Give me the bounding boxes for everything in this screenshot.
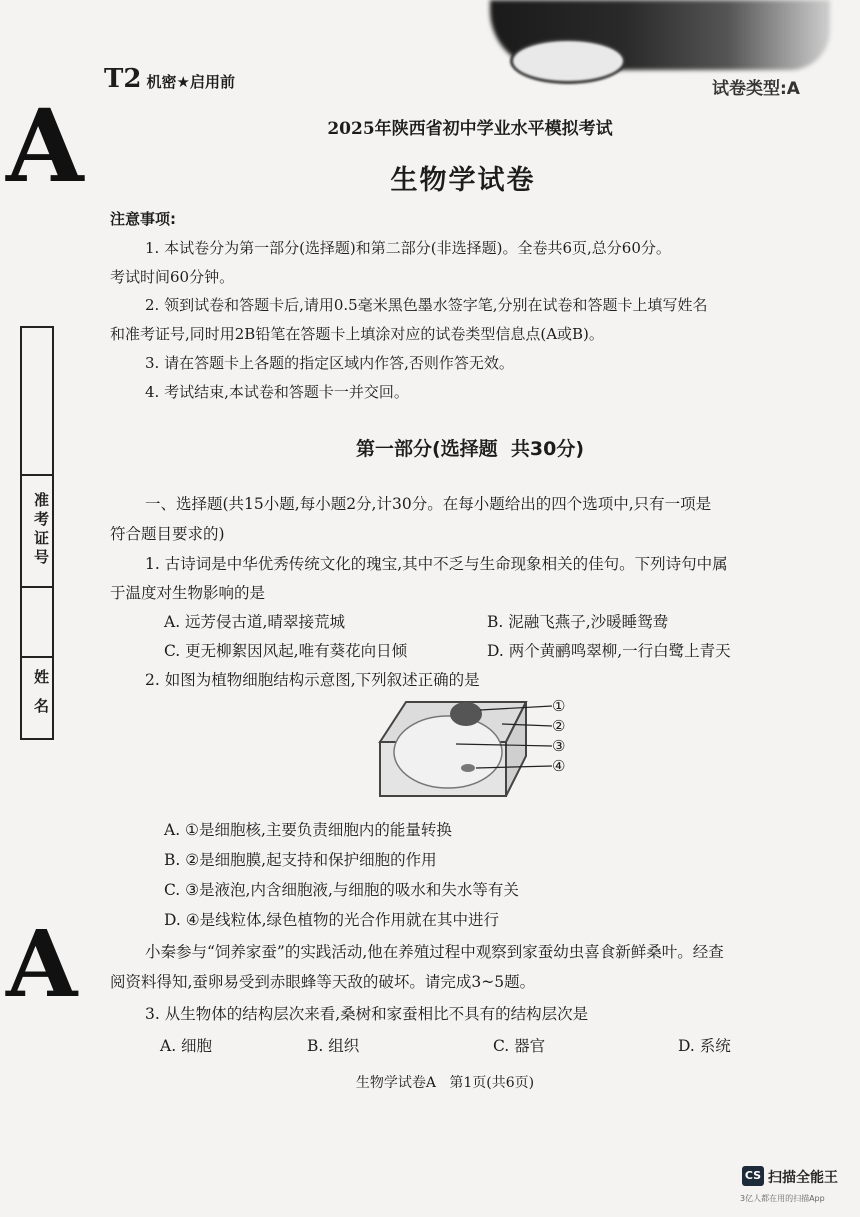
- part1-heading: 第一部分(选择题 共30分): [355, 438, 585, 460]
- q1-option-a: A. 远芳侵古道,晴翠接荒城: [164, 613, 345, 631]
- header-secret: [104, 64, 235, 94]
- q2-stem: 2. 如图为植物细胞结构示意图,下列叙述正确的是: [145, 671, 480, 689]
- page-footer: 生物学试卷A 第1页(共6页): [355, 1075, 535, 1091]
- part1-instructions-cont: 符合题目要求的): [110, 525, 225, 543]
- notice-line-1: 1. 本试卷分为第一部分(选择题)和第二部分(非选择题)。全卷共6页,总分60分。: [145, 239, 671, 257]
- margin-letter-bottom: A: [6, 910, 78, 1018]
- diagram-label-2: ②: [552, 717, 566, 735]
- watermark-tagline: 3亿人都在用的扫描App: [740, 1194, 825, 1203]
- q1-option-d: D. 两个黄鹂鸣翠柳,一行白鹭上青天: [487, 642, 731, 660]
- header-secret-label: 机密★启用前: [146, 73, 235, 91]
- notice-line-2: 2. 领到试卷和答题卡后,请用0.5毫米黑色墨水签字笔,分别在试卷和答题卡上填写姓名: [145, 296, 708, 314]
- part1-instructions: 一、选择题(共15小题,每小题2分,计30分。在每小题给出的四个选项中,只有一项是: [145, 495, 712, 513]
- paper-type: 试卷类型:A: [712, 79, 800, 99]
- nucleus: [450, 702, 482, 726]
- q3-stem: 3. 从生物体的结构层次来看,桑树和家蚕相比不具有的结构层次是: [145, 1005, 589, 1023]
- exam-id-label: 准考证号: [32, 492, 50, 568]
- scan-smudge-ring: [510, 38, 626, 84]
- header-t2: T2: [104, 64, 142, 94]
- vacuole: [394, 716, 502, 788]
- diagram-label-4: ④: [552, 757, 566, 775]
- margin-letter-top: A: [6, 87, 84, 205]
- candidate-info-box: [20, 326, 54, 740]
- notice-line-3: 3. 请在答题卡上各题的指定区域内作答,否则作答无效。: [145, 354, 514, 372]
- q2-option-c: C. ③是液泡,内含细胞液,与细胞的吸水和失水等有关: [164, 881, 519, 899]
- diagram-label-3: ③: [552, 737, 566, 755]
- q1-stem: 1. 古诗词是中华优秀传统文化的瑰宝,其中不乏与生命现象相关的佳句。下列诗句中属: [145, 555, 728, 573]
- notice-line-2-cont: 和准考证号,同时用2B铅笔在答题卡上填涂对应的试卷类型信息点(A或B)。: [110, 325, 604, 343]
- diagram-labels: [552, 696, 565, 776]
- plant-cell-diagram: [376, 694, 576, 806]
- q3-option-a: A. 细胞: [160, 1037, 213, 1055]
- box-divider: [22, 656, 52, 658]
- diagram-label-1: ①: [552, 697, 566, 715]
- watermark-name: 扫描全能王: [768, 1170, 838, 1186]
- notice-line-1-cont: 考试时间60分钟。: [110, 268, 235, 286]
- q3-option-b: B. 组织: [307, 1037, 360, 1055]
- q3-option-c: C. 器官: [493, 1037, 546, 1055]
- notice-line-4: 4. 考试结束,本试卷和答题卡一并交回。: [145, 383, 409, 401]
- name-label: 姓名: [32, 669, 50, 727]
- passage-text: 小秦参与“饲养家蚕”的实践活动,他在养殖过程中观察到家蚕幼虫喜食新鲜桑叶。经查: [145, 943, 724, 961]
- q2-option-d: D. ④是线粒体,绿色植物的光合作用就在其中进行: [164, 911, 500, 929]
- exam-title: 2025年陕西省初中学业水平模拟考试: [327, 119, 613, 139]
- passage-text-cont: 阅资料得知,蚕卵易受到赤眼蜂等天敌的破坏。请完成3~5题。: [110, 973, 536, 991]
- q2-option-b: B. ②是细胞膜,起支持和保护细胞的作用: [164, 851, 437, 869]
- q1-option-b: B. 泥融飞燕子,沙暖睡鸳鸯: [487, 613, 669, 631]
- box-divider: [22, 586, 52, 588]
- mitochondrion: [461, 764, 475, 772]
- notice-heading: 注意事项:: [110, 210, 176, 228]
- q3-option-d: D. 系统: [678, 1037, 731, 1055]
- subject-title: 生物学试卷: [390, 165, 536, 196]
- q1-option-c: C. 更无柳絮因风起,唯有葵花向日倾: [164, 642, 408, 660]
- box-divider: [22, 474, 52, 476]
- q2-option-a: A. ①是细胞核,主要负责细胞内的能量转换: [164, 821, 452, 839]
- camscanner-logo-icon: CS: [742, 1166, 764, 1186]
- q1-stem-cont: 于温度对生物影响的是: [110, 584, 266, 602]
